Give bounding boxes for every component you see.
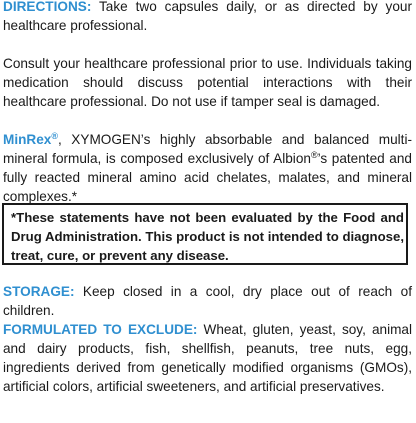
exclude-paragraph bbox=[3, 320, 412, 396]
fda-disclaimer-box bbox=[2, 203, 408, 265]
minrex-text-1: , XYMOGEN’s highly absorbable and balanced multi-mineral formula, is composed exclusively of Albion bbox=[3, 132, 412, 166]
minrex-label: MinRex® bbox=[3, 131, 58, 147]
consult-text: Consult your healthcare professional prior to use. Individuals taking medication should discuss potential interactions with their healthcare professional. Do not use if tamper seal is damaged. bbox=[3, 56, 412, 109]
storage-text: Keep closed in a cool, dry place out of reach of children. bbox=[3, 284, 412, 318]
directions-paragraph bbox=[3, 0, 412, 35]
directions-label: DIRECTIONS: bbox=[3, 0, 92, 14]
exclude-label: FORMULATED TO EXCLUDE: bbox=[3, 322, 198, 337]
directions-text: Take two capsules daily, or as directed by your healthcare professional. bbox=[3, 0, 412, 33]
minrex-paragraph bbox=[3, 130, 412, 206]
albion-registered-mark: ® bbox=[310, 150, 318, 160]
fda-disclaimer-text: *These statements have not been evaluated by the Food and Drug Administration. This product is not intended to diagnose, treat, cure, or prevent any disease. bbox=[11, 210, 404, 263]
storage-label: STORAGE: bbox=[3, 284, 75, 299]
exclude-text: Wheat, gluten, yeast, soy, animal and dairy products, fish, shellfish, peanuts, tree nuts, egg, ingredients derived from genetically modified organisms (GMOs), artificial colors, artificial sweeteners, and artificial preservatives. bbox=[3, 322, 412, 394]
storage-paragraph bbox=[3, 282, 412, 320]
consult-paragraph bbox=[3, 54, 412, 111]
minrex-text-2: ’s patented and fully reacted mineral amino acid chelates, malates, and mineral complexes.* bbox=[3, 151, 412, 204]
